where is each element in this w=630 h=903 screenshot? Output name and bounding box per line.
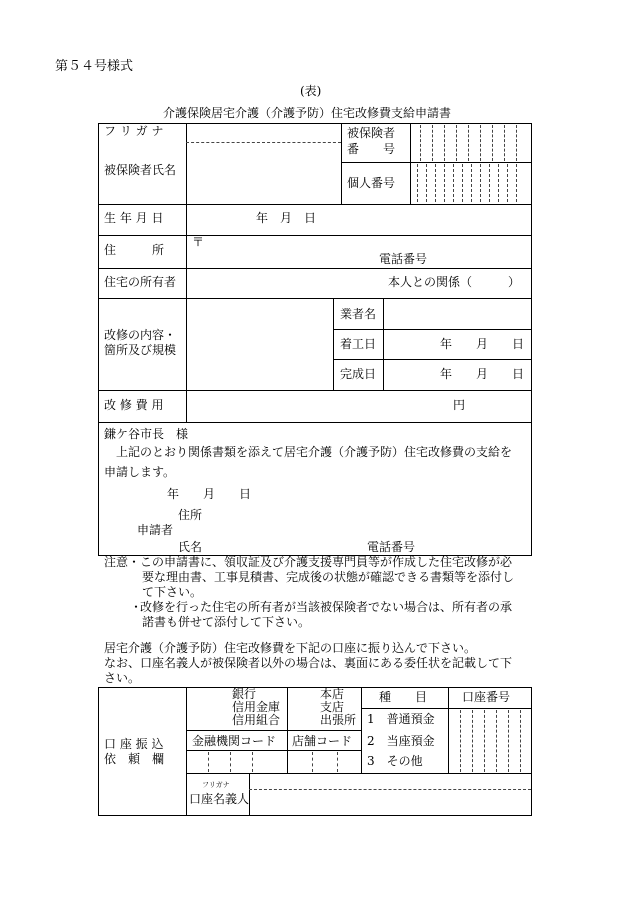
transfer-line-3: さい。 [104,671,141,685]
account-type-option-ordinary[interactable]: 1 普通預金 [367,712,435,726]
bank-type-shinkin: 信用金庫 [232,700,281,714]
branch-code-input[interactable] [289,752,359,772]
address-input[interactable] [205,237,525,251]
applicant-label: 申請者 [137,523,174,537]
bank-type-credit-union: 信用組合 [232,713,281,727]
completion-date-field[interactable]: 年 月 日 [440,367,525,381]
insured-name-input[interactable] [188,145,338,202]
start-date-field[interactable]: 年 月 日 [440,337,525,351]
birth-date-label: 生 年 月 日 [104,211,164,225]
contractor-label: 業者名 [340,307,377,321]
applicant-phone-label: 電話番号 [367,540,416,554]
completion-date-label: 完成日 [340,367,377,381]
application-date[interactable]: 年 月 日 [167,487,252,501]
bank-type-bank: 銀行 [232,687,257,701]
insured-number-input[interactable] [412,125,529,161]
transfer-line-1: 居宅介護（介護予防）住宅改修費を下記の口座に振り込んで下さい。 [104,641,477,655]
notes-prefix: 注意・ [104,555,141,569]
branch-type-office: 出張所 [320,713,357,727]
cost-yen: 円 [453,398,466,412]
cost-label: 改 修 費 用 [104,398,164,412]
insured-name-label: 被保険者氏名 [104,163,177,177]
addressee: 鎌ケ谷市長 様 [104,427,189,441]
branch-type-head: 本店 [320,687,345,701]
personal-number-label: 個人番号 [347,176,396,190]
branch-code-label: 店舗コード [292,734,353,748]
account-holder-label: 口座名義人 [189,792,250,806]
note-2-bullet: ・ [130,600,143,614]
bank-transfer-label-1: 口 座 振 込 [104,737,164,751]
cost-input[interactable] [188,392,448,420]
personal-number-input[interactable] [412,164,529,202]
postal-mark: 〒 [192,235,205,249]
account-type-option-current[interactable]: 2 当座預金 [367,734,435,748]
form-number: 第５４号様式 [55,59,134,74]
bank-transfer-label-2: 依 頼 欄 [104,752,165,766]
declaration-line-1: 上記のとおり関係書類を添えて居宅介護（介護予防）住宅改修費の支給を [116,445,513,459]
applicant-address-label: 住所 [178,508,203,522]
account-number-input[interactable] [450,710,530,772]
side-indicator: (表) [300,84,322,98]
account-number-header: 口座番号 [462,690,511,704]
note-1-line-2: 要な理由書、工事見積書、完成後の状態が確認できる書類等を添付し [142,570,515,584]
account-type-option-other[interactable]: 3 その他 [367,754,423,768]
address-phone-label: 電話番号 [379,252,428,266]
work-details-label-2: 箇所及び規模 [104,343,177,357]
note-2-line-2: 諾書も併せて添付して下さい。 [142,615,311,629]
bank-code-label: 金融機関コード [192,734,277,748]
note-1-line-3: て下さい。 [142,585,203,599]
form-title: 介護保険居宅介護（介護予防）住宅改修費支給申請書 [163,106,452,120]
note-2-line-1: 改修を行った住宅の所有者が当該被保険者でない場合は、所有者の承 [140,600,513,614]
owner-label: 住宅の所有者 [104,275,177,289]
holder-furigana-label: フリガナ [202,781,230,789]
address-label: 住 所 [104,243,165,257]
work-details-label-1: 改修の内容・ [104,328,177,342]
insured-number-label-1: 被保険者 [347,126,396,140]
transfer-line-2: なお、口座名義人が被保険者以外の場合は、裏面にある委任状を記載して下 [104,656,513,670]
declaration-line-2: 申請します。 [104,465,176,479]
furigana-label: フ リ ガ ナ [104,124,164,138]
account-holder-name-input[interactable] [251,791,529,813]
branch-type-branch: 支店 [320,700,345,714]
start-date-label: 着工日 [340,337,377,351]
bank-code-input[interactable] [188,752,285,772]
work-details-input[interactable] [188,300,331,388]
note-1-line-1: この申請書に、領収証及び介護支援専門員等が作成した住宅改修が必 [140,555,513,569]
account-holder-furigana-input[interactable] [251,775,529,788]
account-type-header: 種 目 [379,690,428,704]
branch-name-input[interactable] [289,689,317,728]
birth-date-field[interactable]: 年 月 日 [256,211,317,225]
bank-name-input[interactable] [188,689,228,728]
contractor-input[interactable] [385,300,529,327]
relation-field[interactable]: 本人との関係（ ） [388,275,521,289]
applicant-name-label: 氏名 [178,540,203,554]
insured-number-label-2: 番 号 [347,142,396,156]
